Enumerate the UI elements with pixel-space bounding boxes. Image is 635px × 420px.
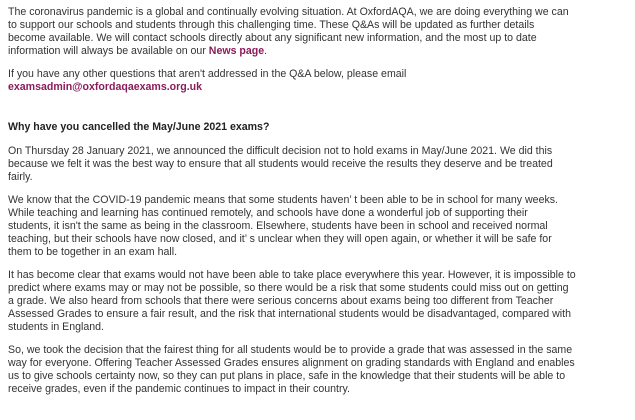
intro-suffix: . xyxy=(264,45,268,57)
news-page-link[interactable]: News page xyxy=(208,45,265,57)
answer-paragraph-2: We know that the COVID-19 pandemic means that some students haven’ t been able to be in school for many weeks. While teaching and learning has continued remotely, and schools have done a wonderful job of supporting their students, it isn't the same as being in the classroom. Elsewhere, students have been in school and received normal teaching, but their schools have now closed, and it’ s unclear when they will open again, or whether it will be safe for them to be together in an exam hall. xyxy=(8,194,558,258)
answer-paragraph-4: So, we took the decision that the fairest thing for all students would be to provide a grade that was assessed in the same way for everyone. Offering Teacher Assessed Grades ensures alignment on grading standards with England and enables us to give schools certainty now, so they can put plans in place, safe in the knowledge that their students will be able to receive grades, even if the pandemic continues to impact in their country. xyxy=(8,344,575,395)
intro-paragraph xyxy=(8,6,623,58)
contact-paragraph xyxy=(8,68,623,94)
answer-paragraph-1: On Thursday 28 January 2021, we announced the difficult decision not to hold exams in May/June 2021. We did this because we felt it was the best way to ensure that all students would receive the results they deserve and be treated fairly. xyxy=(8,145,553,183)
question-heading: Why have you cancelled the May/June 2021 exams? xyxy=(8,121,270,133)
contact-text: If you have any other questions that aren't addressed in the Q&A below, please email xyxy=(8,68,407,80)
answer-paragraph-3: It has become clear that exams would not have been able to take place everywhere this year. However, it is impossible to predict where exams may or may not be possible, so there would be a risk that some students could miss out on getting a grade. We also heard from schools that there were serious concerns about exams being too different from Teacher Assessed Grades to ensure a fair result, and the risk that international students would be disadvantaged, compared with students in England. xyxy=(8,269,576,333)
intro-text: The coronavirus pandemic is a global and continually evolving situation. At OxfordAQA, we are doing everything we can to support our schools and students through this challenging time. These Q&As will be updated as further details become available. We will contact schools directly about any significant new information, and the most up to date information will always be available on our xyxy=(8,6,569,57)
email-link[interactable]: examsadmin@oxfordaqaexams.org.uk xyxy=(8,81,203,93)
